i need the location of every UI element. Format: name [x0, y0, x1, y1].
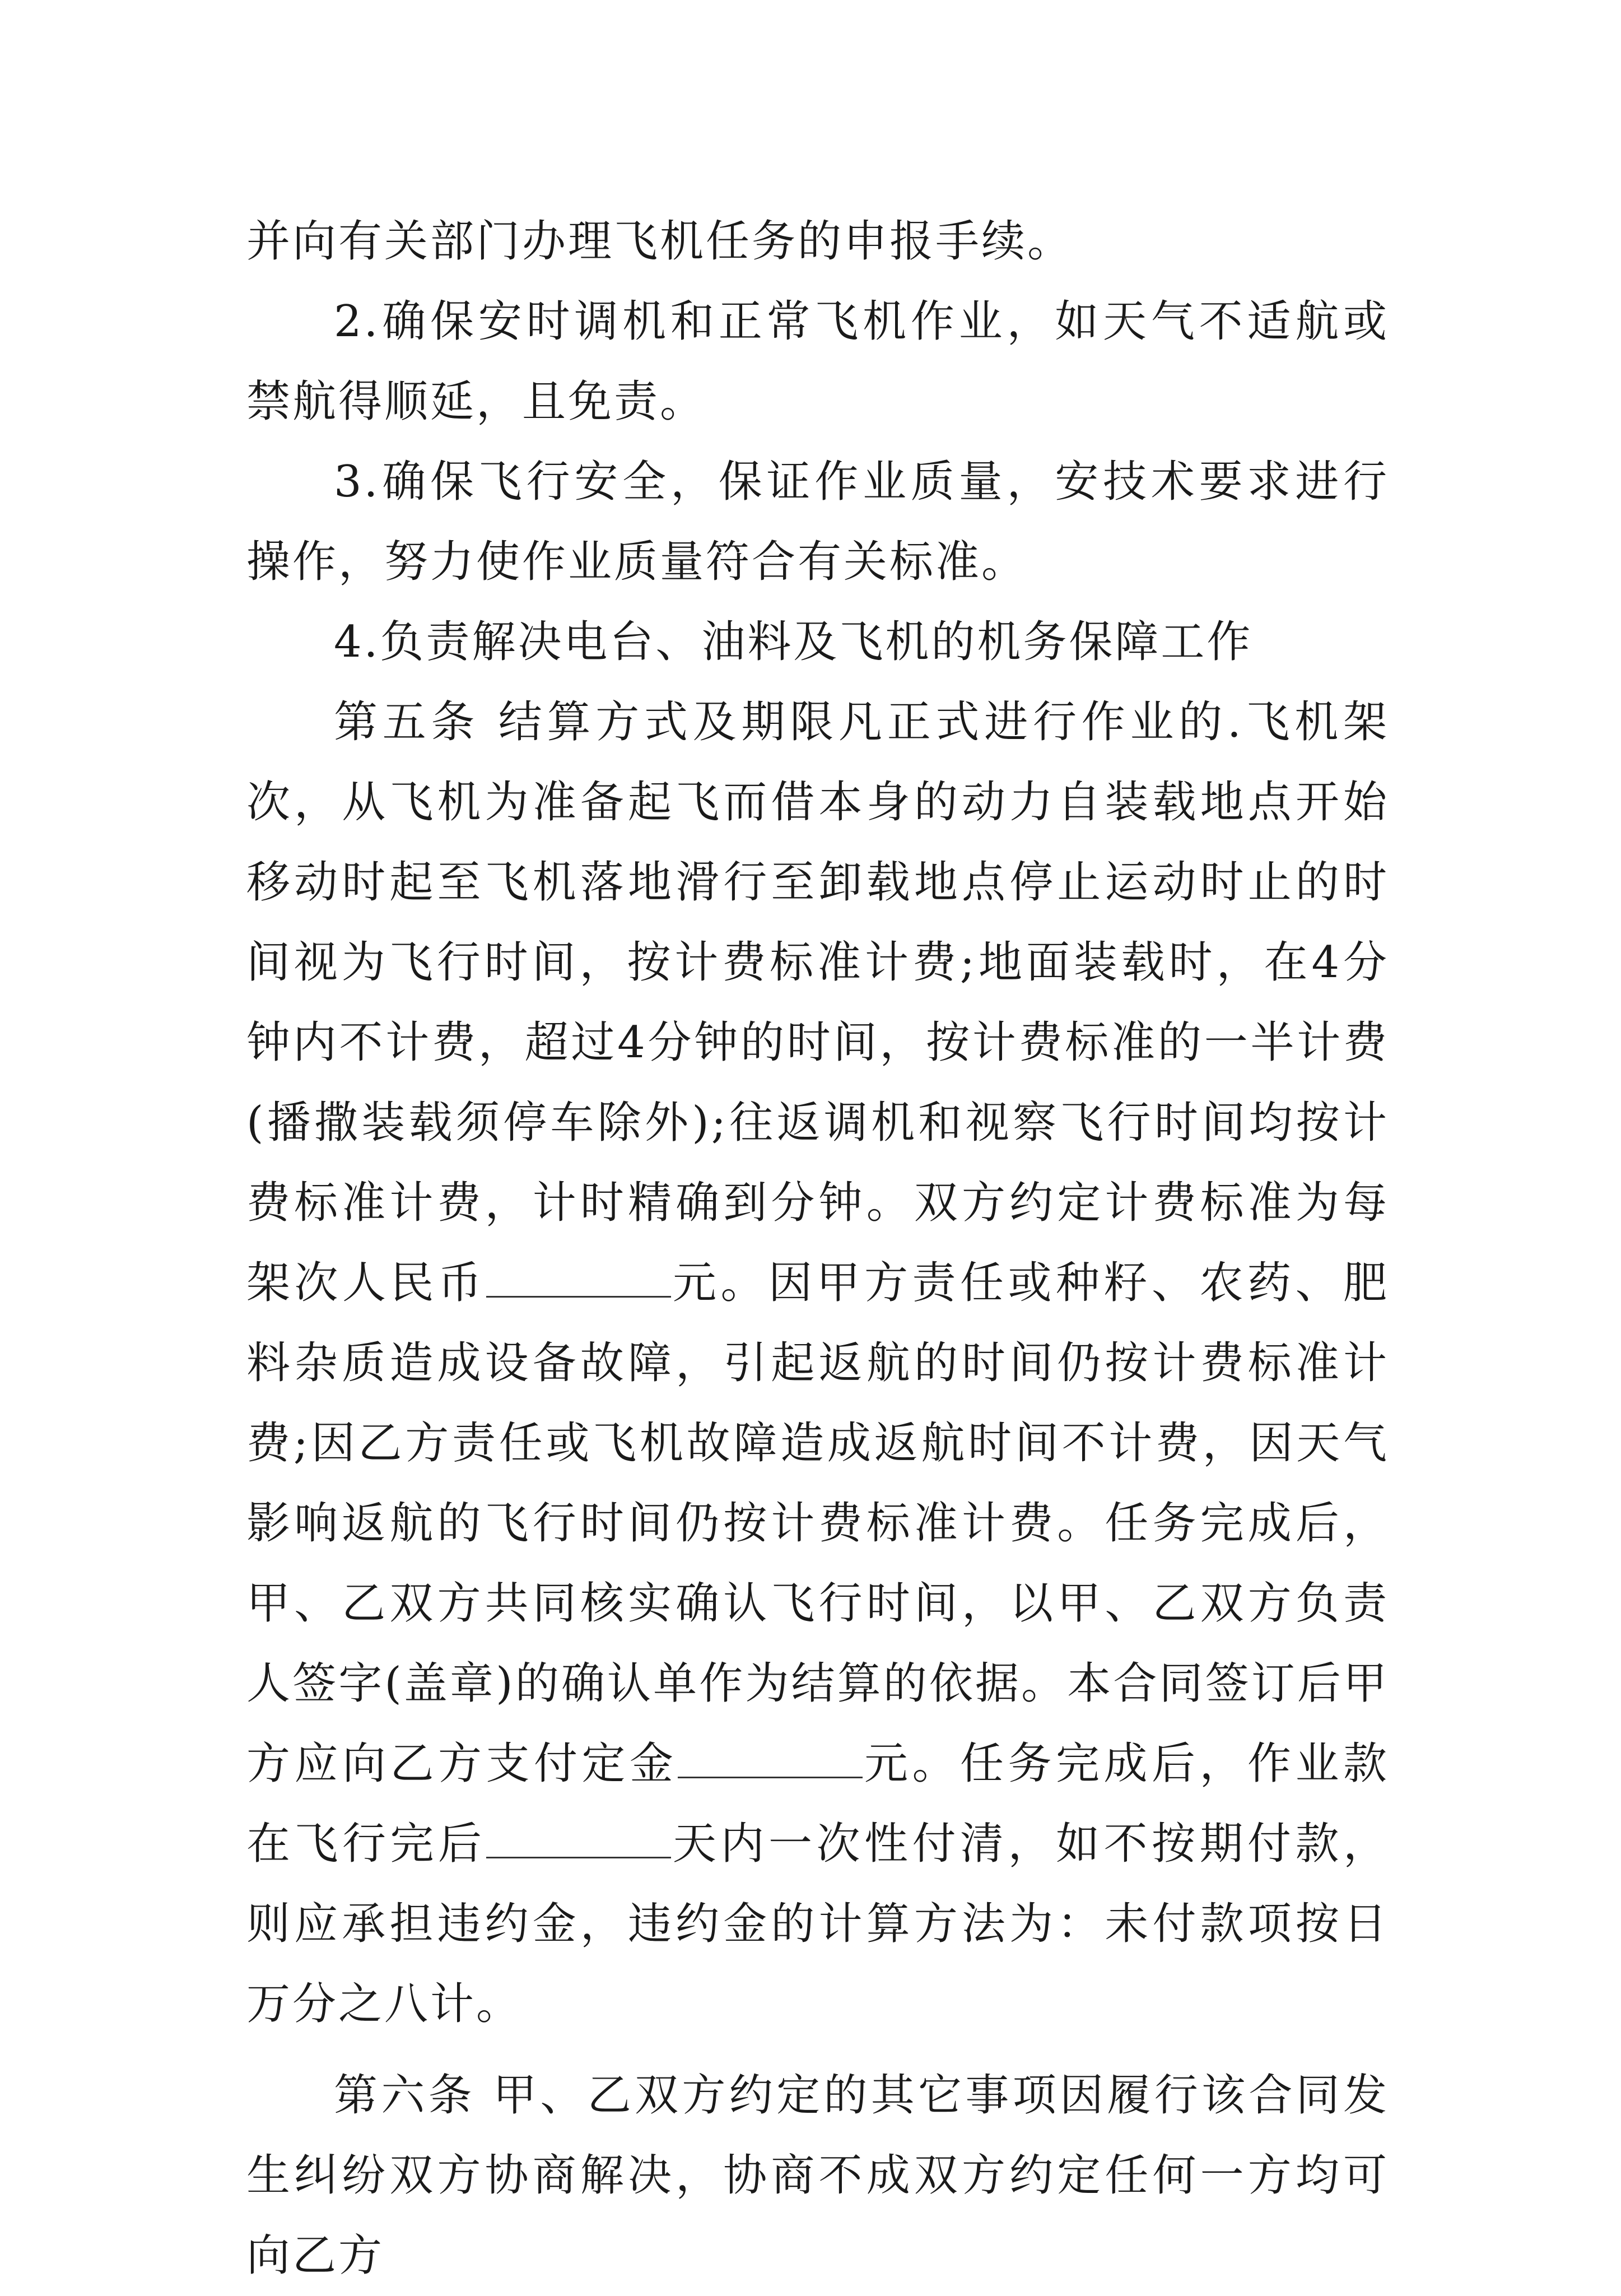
deposit-blank [678, 1743, 863, 1778]
article-5-text-d: 天内一次性付清，如不按期付款，则应承担违约金，违约金的计算方法为：未付款项按日万分之八计。 [246, 1819, 1389, 2029]
fee-blank [486, 1262, 671, 1298]
article-5-text-a: 第五条 结算方式及期限凡正式进行作业的.飞机架次，从飞机为准备起飞而借本身的动力自装载地点开始移动时起至飞机落地滑行至卸载地点停止运动时止的时间视为飞行时间，按计费标准计费;地面装载时，在4分钟内不计费，超过4分钟的时间，按计费标准的一半计费(播撒装载须停车除外);往返调机和视察飞行时间均按计费标准计费，计时精确到分钟。双方约定计费标准为每架次人民币 [246, 697, 1389, 1308]
paragraph-4: 4.负责解决电台、油料及飞机的机务保障工作 [334, 617, 1253, 667]
days-blank [486, 1823, 671, 1858]
article-6: 第六条 甲、乙双方约定的其它事项因履行该合同发生纠纷双方协商解决，协商不成双方约定任何一方均可向乙方 [246, 2070, 1389, 2281]
paragraph-2: 2.确保安时调机和正常飞机作业，如天气不适航或禁航得顺延，且免责。 [246, 296, 1389, 427]
article-5 [246, 682, 1389, 2044]
paragraph-1: 并向有关部门办理飞机任务的申报手续。 [246, 216, 1074, 267]
document-body [246, 202, 1389, 2296]
paragraph-3: 3.确保飞行安全，保证作业质量，安技术要求进行操作，努力使作业质量符合有关标准。 [246, 457, 1389, 587]
article-5-text-c: 元。任务完成后，作业款在飞行完后 [246, 1739, 1389, 1869]
article-5-text-b: 元。因甲方责任或种籽、农药、肥料杂质造成设备故障，引起返航的时间仍按计费标准计费;因乙方责任或飞机故障造成返航时间不计费，因天气影响返航的飞行时间仍按计费标准计费。任务完成后，甲、乙双方共同核实确认飞行时间，以甲、乙双方负责人签字(盖章)的确认单作为结算的依据。本合同签订后甲方应向乙方支付定金 [246, 1258, 1389, 1789]
